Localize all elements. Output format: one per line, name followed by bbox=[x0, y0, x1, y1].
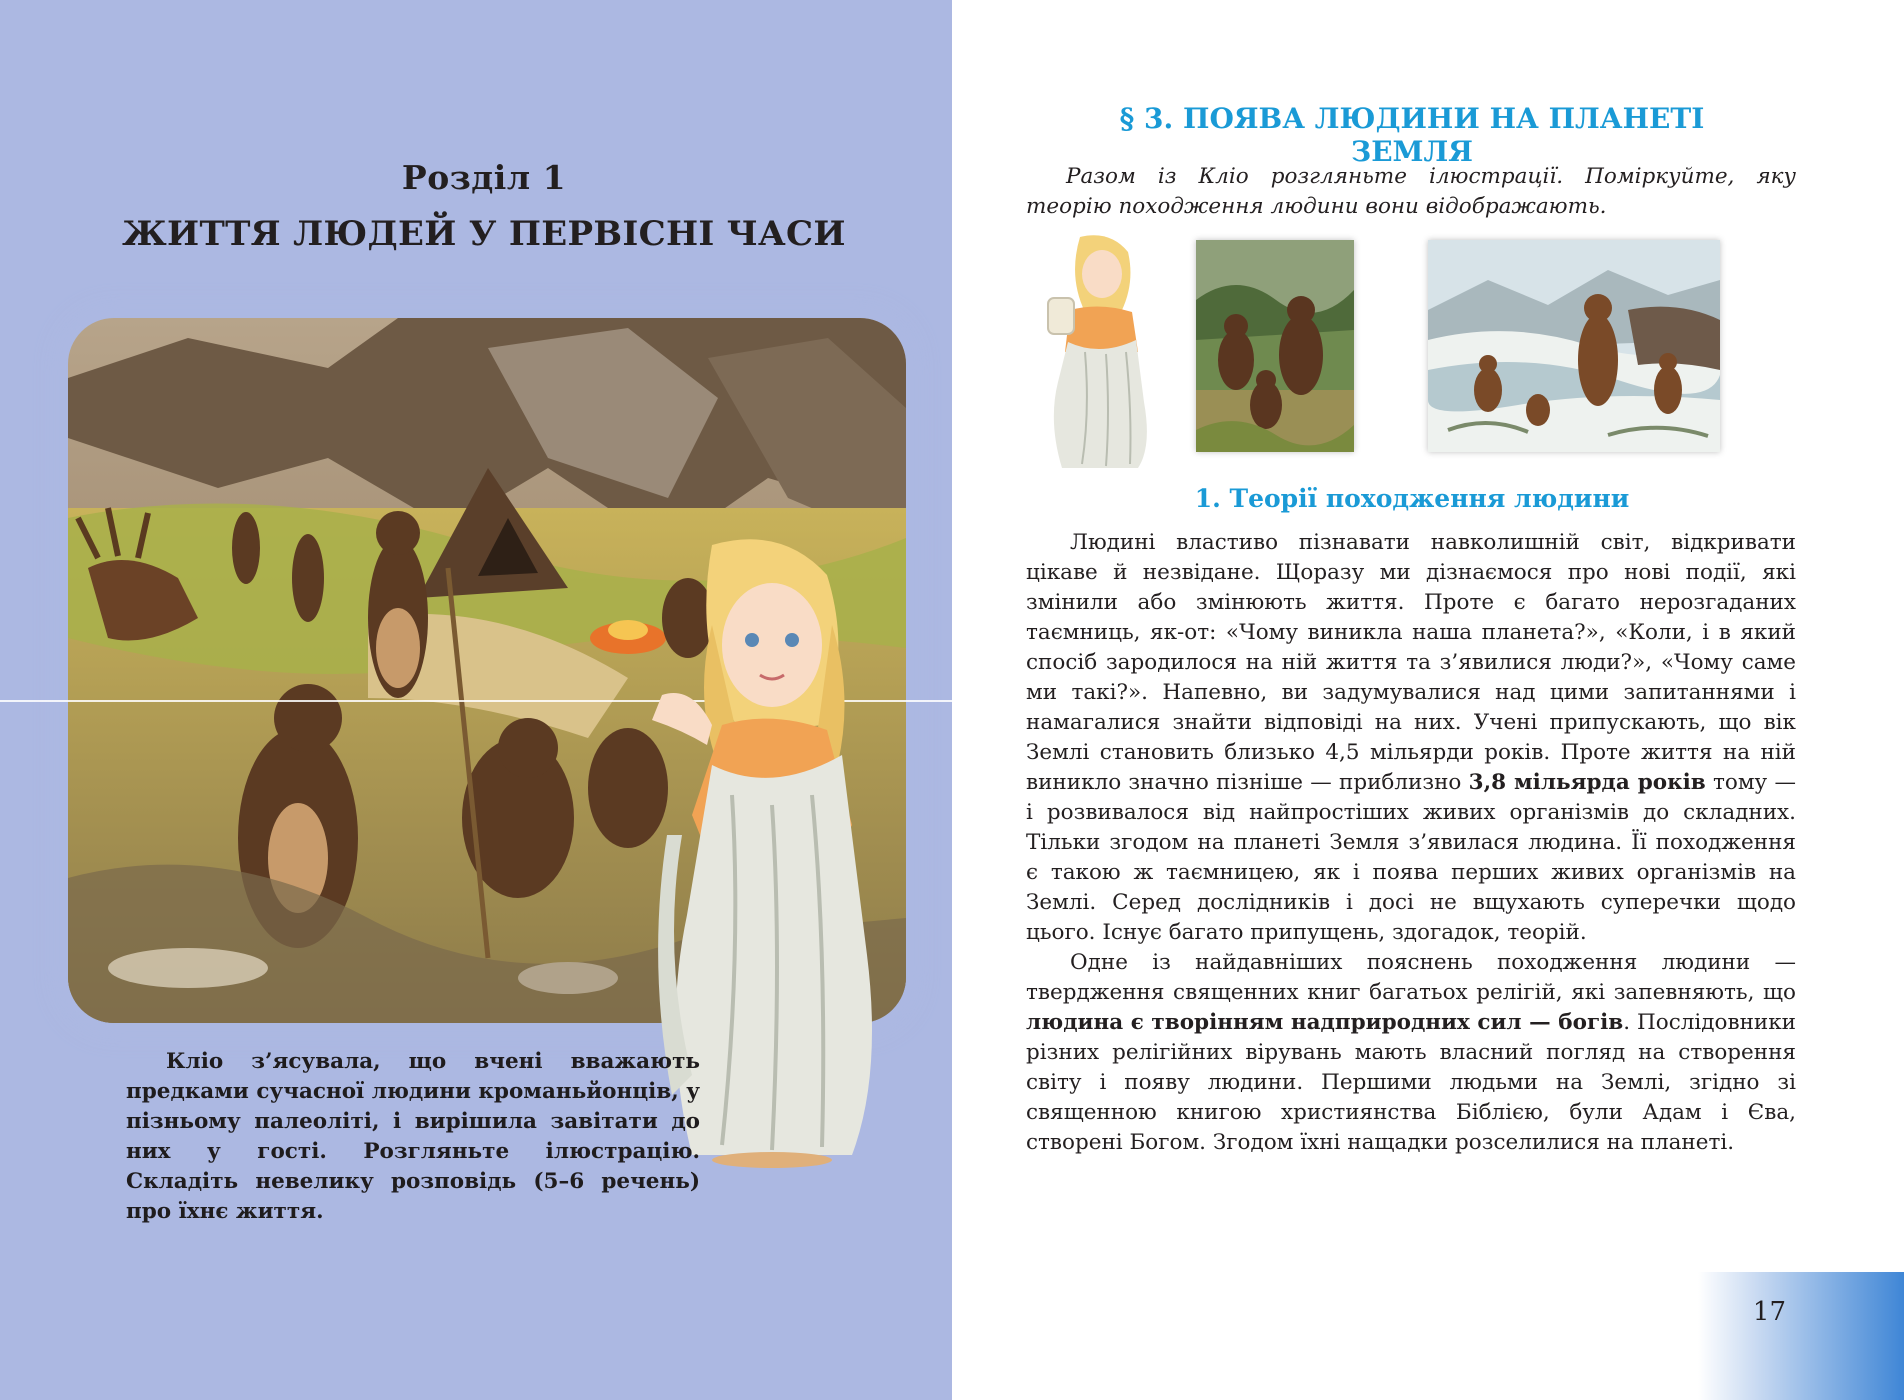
paragraph-1-text-a: Людині властиво пізнавати навколишній світ, відкривати цікаве й незвідане. Щоразу ми дізнаємося про нові події, які змінили або змінюють життя. Проте є багато нерозгаданих таємниць, як-от: «Чому виникла наша планета?», «Коли, і в який спосіб зародилося на ній життя та з’явилися люди?», «Чому саме ми такі?». Напевно, ви задумувалися над цими запитаннями і намагалися знайти відповіді на них. Учені припускають, що вік Землі становить близько 4,5 мільярди років. Проте життя на ній виникло значно пізніше — приблизно bbox=[1026, 530, 1796, 795]
apes-illustration bbox=[1196, 240, 1354, 452]
clio-small-figure bbox=[1040, 232, 1160, 470]
subsection-title: 1. Теорії походження людини bbox=[1194, 484, 1630, 513]
early-humans-illustration bbox=[1428, 240, 1720, 452]
task-text: Разом із Кліо розгляньте ілюстрації. Поміркуйте, яку теорію походження людини вони відображають. bbox=[1026, 164, 1796, 219]
section-title: § 3. ПОЯВА ЛЮДИНИ НА ПЛАНЕТІ ЗЕМЛЯ bbox=[1119, 102, 1705, 168]
chapter-number: Розділ 1 bbox=[401, 158, 567, 197]
paragraph-1-bold: 3,8 мільярда років bbox=[1468, 770, 1706, 795]
left-caption: Кліо з’ясувала, що вчені вважають предками сучасної людини кроманьйонців, у пізньому палеоліті, і вирішила завітати до них у гості. Розгляньте ілюстрацію. Складіть невелику розповідь (5–6 речень) про їхнє життя. bbox=[126, 1049, 700, 1224]
page-number: 17 bbox=[1752, 1297, 1786, 1327]
body-text bbox=[1026, 528, 1796, 1158]
paragraph-2-bold: людина є творінням надприродних сил — богів bbox=[1026, 1010, 1624, 1035]
paragraph-2-text-b: . Послідовники різних релігійних вірувань мають власний погляд на створення світу і появу людини. Першими людьми на Землі, згідно зі священною книгою християнства Біблією, були Адам і Єва, створені Богом. Згодом їхні нащадки розселилися на планеті. bbox=[1026, 1010, 1796, 1155]
page-number-tab bbox=[1698, 1272, 1904, 1400]
paragraph-1-text-b: тому — і розвивалося від найпростіших живих організмів до складних. Тільки згодом на планеті Земля з’явилася людина. Її походження є такою ж таємницею, як і поява перших живих організмів на Землі. Серед дослідників і досі не вщухають суперечки щодо цього. Існує багато припущень, здогадок, теорій. bbox=[1026, 770, 1796, 945]
paragraph-1 bbox=[1026, 528, 1796, 948]
right-page bbox=[952, 0, 1904, 1400]
chapter-title: ЖИТТЯ ЛЮДЕЙ У ПЕРВІСНІ ЧАСИ bbox=[122, 214, 846, 254]
paragraph-2 bbox=[1026, 948, 1796, 1158]
paragraph-2-text-a: Одне із найдавніших пояснень походження людини — твердження священних книг багатьох релігій, які запевняють, що bbox=[1026, 950, 1796, 1005]
